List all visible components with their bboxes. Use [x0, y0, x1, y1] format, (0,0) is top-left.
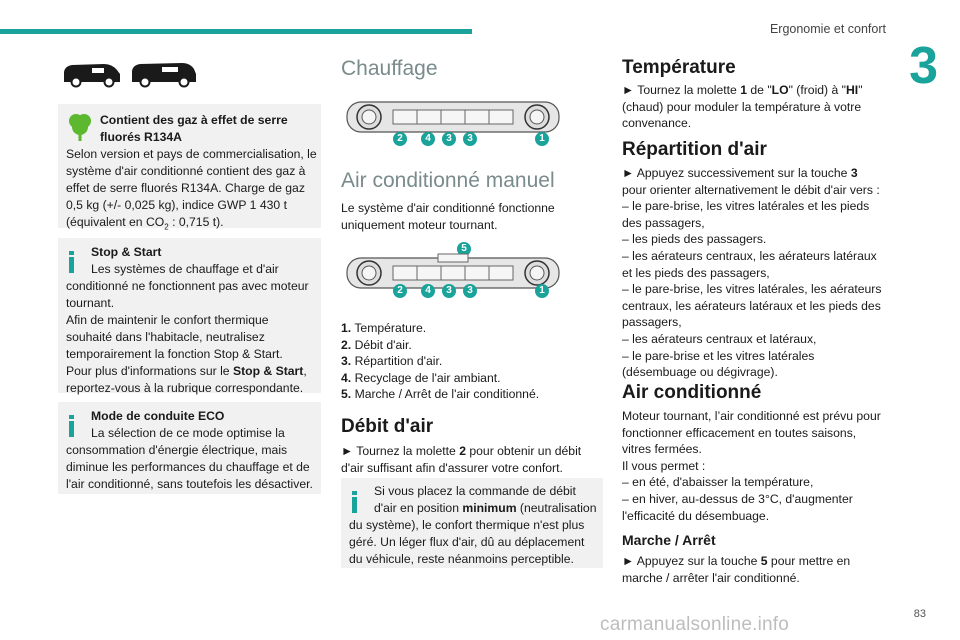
stop-start-notice: [58, 238, 321, 393]
eco-title: Mode de conduite ECO: [91, 409, 225, 423]
repartition-body: ► Appuyez successivement sur la touche 3 pour orienter alternativement le débit d'air vers : – le pare-brise, les vitres latérales et les pieds des passagers, – les pieds des passagers. – les aérateurs centraux, les aérateurs latéraux et les pieds des passagers, – le pare-brise, les vitres latérales, les aérateurs centraux, les aérateurs latéraux et les pieds des passagers, – les aérateurs centraux et latéraux, – le pare-brise et les vitres latérales (désembuage ou dégivrage).: [622, 165, 884, 381]
legend-item: 3. Répartition d'air.: [341, 354, 443, 369]
callout-badge: 3: [463, 284, 477, 298]
callout-badge: 1: [535, 132, 549, 146]
callout-badge: 2: [393, 132, 407, 146]
ac-intro: Le système d'air conditionné fonctionne uniquement moteur tournant.: [341, 201, 555, 232]
tree-icon: [67, 112, 93, 142]
ac-body: Moteur tournant, l’air conditionné est prévu pour fonctionner efficacement en toutes saisons, vitres fermées. Il vous permet : – en été, d'abaisser la température, – en hiver, au-dessus de 3°C, d'augmenter l'efficacité du désembuage.: [622, 408, 884, 524]
callout-badge: 3: [442, 132, 456, 146]
stop-start-body: conditionné ne fonctionnent pas avec moteur tournant. Afin de maintenir le confort thermique souhaité dans l'habitacle, neutralisez temporairement la fonction Stop & Start. Pour plus d'informations sur le Stop & Start, reportez-vous à la rubrique correspondante.: [66, 279, 309, 395]
temperature-heading: Température: [622, 57, 736, 78]
greenhouse-gas-notice: [58, 104, 321, 232]
callout-badge: 5: [457, 242, 471, 256]
van-silhouettes-icon: [62, 60, 197, 88]
callout-badge: 4: [421, 284, 435, 298]
chauffage-heading: Chauffage: [341, 57, 438, 80]
page-number: 83: [913, 608, 926, 620]
ac-benefit: – en été, d'abaisser la température,: [622, 475, 814, 490]
repartition-option: – le pare-brise et les vitres latérales (désembuage ou dégivrage).: [622, 348, 815, 380]
on-off-instruction: ► Appuyez sur la touche 5 pour mettre en marche / arrêter l'air conditionné.: [622, 554, 851, 585]
stop-start-title: Stop & Start: [91, 245, 162, 259]
temperature-instruction: ► Tournez la molette 1 de "LO" (froid) à "HI" (chaud) pour moduler la température à votre convenance.: [622, 83, 863, 131]
ac-heading: Air conditionné: [622, 382, 762, 403]
section-title: Ergonomie et confort: [769, 22, 886, 36]
debit-box-body: du système), le confort thermique n'est plus géré. Un léger flux d'air, dû au déplacement du véhicule, reste néanmoins perceptible.: [349, 518, 585, 566]
callout-badge: 1: [535, 284, 549, 298]
eco-mode-notice: [58, 402, 321, 494]
ac-manual-heading: Air conditionné manuel: [341, 169, 555, 192]
debit-instruction: ► Tournez la molette 2 pour obtenir un débit d'air suffisant afin d'assurer votre confort.: [341, 444, 582, 475]
repartition-option: – les aérateurs centraux et latéraux,: [622, 331, 817, 346]
callout-badge: 3: [442, 284, 456, 298]
callout-badge: 3: [463, 132, 477, 146]
debit-box-line2: d'air en position minimum (neutralisation: [374, 501, 597, 515]
stop-start-line1: Les systèmes de chauffage et d'air: [91, 262, 279, 276]
legend-item: 1. Température.: [341, 321, 427, 335]
debit-heading: Débit d'air: [341, 416, 434, 437]
panel-2-callouts: [343, 284, 563, 300]
repartition-option: – le pare-brise, les vitres latérales, les aérateurs centraux, les aérateurs latéraux et les pieds des passagers,: [622, 282, 882, 330]
debit-box-line1: Si vous placez la commande de débit: [374, 484, 576, 498]
gas-title-line1: Contient des gaz à effet de serre: [100, 113, 288, 127]
control-legend: [341, 320, 596, 403]
eco-body: consommation d'énergie électrique, mais diminue les performances du chauffage et de l'air conditionné, sans toutefois les désactiver.: [66, 443, 313, 491]
info-icon: [352, 491, 357, 511]
callout-badge: 4: [421, 132, 435, 146]
legend-item: 4. Recyclage de l'air ambiant.: [341, 370, 501, 385]
gas-body: Selon version et pays de commercialisation, le système d'air conditionné contient des gaz à effet de serre fluorés R134A. Charge de gaz 0,5 kg (+/- 0,025 kg), indice GWP 1 430 t (équivalent en $CO_2$ : 0,715 t).: [66, 147, 317, 232]
panel-1-callouts: [343, 132, 563, 148]
callout-badge: 2: [393, 284, 407, 298]
watermark-text: carmanualsonline.info: [600, 614, 790, 635]
header-accent-bar: [0, 29, 472, 34]
gas-title-line2: fluorés R134A: [100, 130, 182, 144]
info-icon: [69, 251, 74, 271]
on-off-heading: Marche / Arrêt: [622, 532, 716, 548]
info-icon: [69, 415, 74, 435]
legend-item: 5. Marche / Arrêt de l'air conditionné.: [341, 387, 540, 402]
repartition-option: – les aérateurs centraux, les aérateurs latéraux et les pieds des passagers,: [622, 248, 877, 280]
repartition-option: – les pieds des passagers.: [622, 232, 767, 247]
repartition-heading: Répartition d'air: [622, 139, 767, 160]
debit-minimum-notice: [341, 478, 603, 568]
chapter-number: 3: [909, 37, 938, 95]
repartition-option: – le pare-brise, les vitres latérales et les pieds des passagers,: [622, 199, 870, 230]
ac-benefit: – en hiver, au-dessus de 3°C, d'augmenter l'efficacité du désembuage.: [622, 491, 853, 523]
eco-line1: La sélection de ce mode optimise la: [91, 426, 285, 440]
legend-item: 2. Débit d'air.: [341, 337, 412, 352]
